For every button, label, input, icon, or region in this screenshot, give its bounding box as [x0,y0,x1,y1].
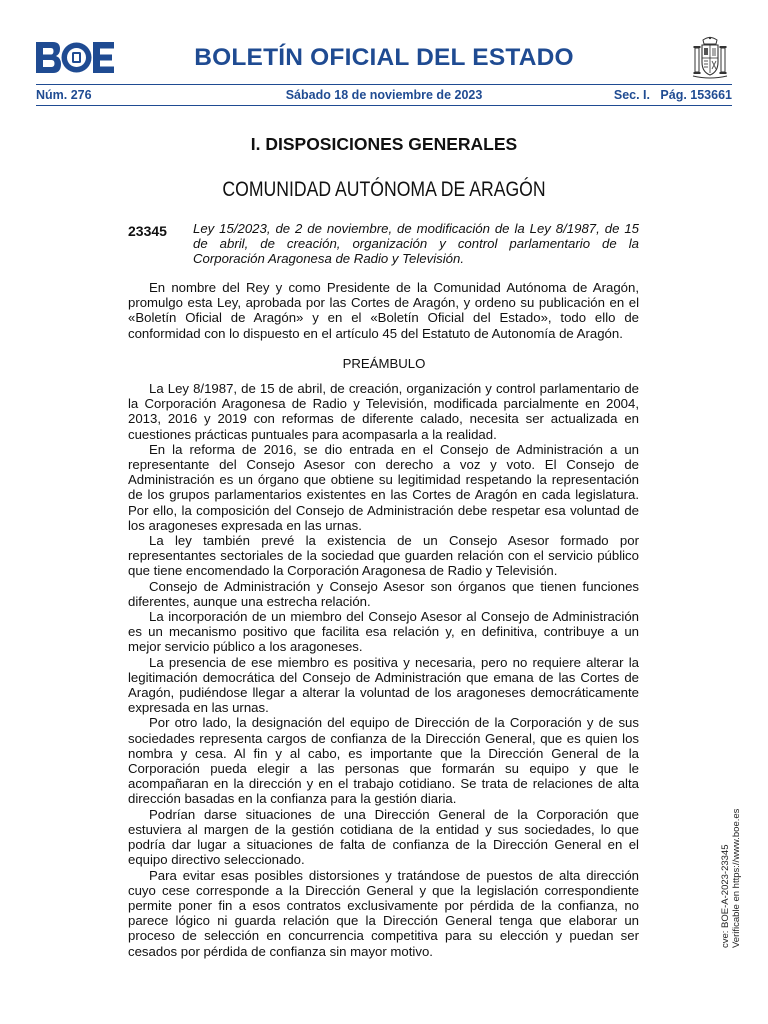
verification-side-note [720,809,742,948]
preamble-paragraph: Por otro lado, la designación del equipo de Dirección de la Corporación y de sus sociedades representa cargos de confianza de la Dirección General, que es quien los nombra y cesa. Al fin y al cabo, es importante que la Dirección General de la Corporación pueda elegir a las personas que formarán su equipo y que le acompañaran en la dirección y en el trabajo cotidiano. Se trata de relaciones de alta dirección basadas en la confianza para la gestión diaria. [128,715,639,807]
preamble-paragraph: Consejo de Administración y Consejo Asesor son órganos que tienen funciones diferentes, aunque una estrecha relación. [128,578,639,609]
community-title: COMUNIDAD AUTÓNOMA DE ARAGÓN [222,177,546,201]
issue-number: Núm. 276 [36,88,92,102]
intro-text: En nombre del Rey y como Presidente de la Comunidad Autónoma de Aragón, promulgo esta Ley, aprobada por las Cortes de Aragón, y ordeno su publicación en el «Boletín Oficial de Aragón» y en el «Boletín Oficial del Estado», todo ello de conformidad con lo dispuesto en el artículo 45 del Estatuto de Autonomía de Aragón. [128,280,639,341]
issue-date: Sábado 18 de noviembre de 2023 [285,88,483,102]
preamble-body [128,381,639,959]
verification-link: Verificable en https://www.boe.es [731,808,742,948]
bulletin-title: BOLETÍN OFICIAL DEL ESTADO [194,44,574,71]
cve-code: cve: BOE-A-2023-23345 [720,844,731,948]
section-title: I. DISPOSICIONES GENERALES [250,134,518,154]
document-summary: Ley 15/2023, de 2 de noviembre, de modificación de la Ley 8/1987, de 15 de abril, de creación, organización y control parlamentario de la Corporación Aragonesa de Radio y Televisión. [193,221,639,267]
preamble-paragraph: La ley también prevé la existencia de un Consejo Asesor formado por representantes sectoriales de la sociedad que guarden relación con el servicio público que tiene encomendado la Corporación Aragonesa de Radio y Televisión. [128,533,639,579]
section-page: Sec. I. Pág. 153661 [613,88,732,102]
preamble-paragraph: La presencia de ese miembro es positiva y necesaria, pero no requiere alterar la legitimación democrática del Consejo de Administración que emana de las Cortes de Aragón, pudiéndose llegar a alterar la voluntad de los aragoneses democráticamente expresada en las urnas. [128,654,639,716]
preamble-paragraph: Podrían darse situaciones de una Dirección General de la Corporación que estuviera al margen de la gestión cotidiana de la entidad y sus sociedades, lo que podría dar lugar a situaciones de falta de confianza de la Dirección General en el equipo directivo seleccionado. [128,806,639,868]
preamble-paragraph: En la reforma de 2016, se dio entrada en el Consejo de Administración a un representante del Consejo Asesor con derecho a voz y voto. El Consejo de Administración es un órgano que obtiene su legitimidad respetando la representación de los grupos parlamentarios existentes en las Cortes de Aragón en cada legislatura. Por ello, la composición del Consejo de Administración debe respetar esa voluntad de los aragoneses expresada en las urnas. [128,441,639,533]
spain-coat-of-arms-icon [692,36,728,80]
preamble-paragraph: La Ley 8/1987, de 15 de abril, de creación, organización y control parlamentario de la Corporación Aragonesa de Radio y Televisión, modificada parcialmente en 2004, 2013, 2016 y 2019 con reformas de diferente calado, necesita ser actualizada en cuestiones prácticas puntuales para acompasarla a la realidad. [128,381,639,442]
preamble-heading: PREÁMBULO [342,356,426,371]
header-top-rule [36,84,732,85]
promulgation-paragraph [128,280,639,341]
document-number: 23345 [128,223,167,239]
header-bottom-rule [36,105,732,106]
preamble-paragraph: La incorporación de un miembro del Consejo Asesor al Consejo de Administración es un mecanismo positivo que facilita esa relación y, en definitiva, contribuye a un mejor servicio público a los aragoneses. [128,609,639,655]
preamble-paragraph: Para evitar esas posibles distorsiones y tratándose de puestos de alta dirección cuyo cese corresponde a la Dirección General y que la legislación correspondiente permite poner fin a esos contratos exclusivamente por pérdida de la confianza, no parece lógico ni guarda relación que la Dirección General tenga que elaborar un proceso de selección en concurrencia competitiva para su elección y puedan ser cesados por pérdida de confianza sin mayor motivo. [128,867,639,959]
